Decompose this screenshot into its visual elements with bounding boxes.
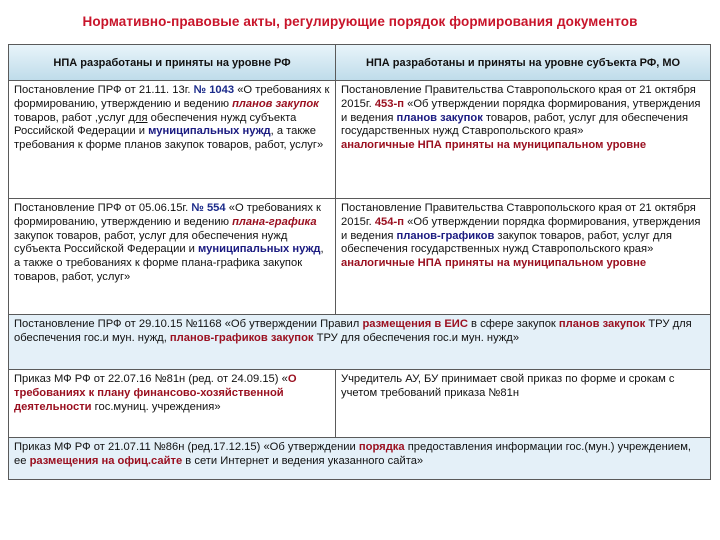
text: обеспечения нужд субъекта Российской Федерации и xyxy=(14,111,297,138)
municipal-note: аналогичные НПА приняты на муниципальном уровне xyxy=(341,139,647,152)
text: Приказ МФ РФ от 21.07.11 №86н (ред.17.12.15) «Об утверждении xyxy=(14,441,359,453)
text: ТРУ для обеспечения гос.и мун. нужд, xyxy=(14,318,692,344)
text: в сфере закупок xyxy=(467,318,559,330)
text: товаров, работ, услуг для обеспечения государственных нужд Ставропольского края» xyxy=(341,111,689,138)
text: Постановление ПРФ от 29.10.15 №1168 «Об утверждении Правил xyxy=(14,318,363,330)
act-number: 454-п xyxy=(374,215,404,228)
text: «Об утверждении порядка формирования, утверждения и ведения xyxy=(341,215,701,242)
row3-eis-act xyxy=(9,315,710,369)
emphasis: планов закупок xyxy=(396,111,483,124)
act-number: 453-п xyxy=(374,97,404,110)
table-header xyxy=(9,45,710,81)
emphasis: размещения на офиц.сайте xyxy=(29,454,183,467)
row1-federal-act xyxy=(9,81,336,198)
text: закупок товаров, работ, услуг для обеспечения нужд субъекта Российской Федерации и xyxy=(14,229,288,256)
legal-acts-table xyxy=(8,44,711,480)
emphasis: О требованиях к плану финансово-хозяйственной деятельности xyxy=(14,373,297,413)
text: Постановление ПРФ от 21.11. 13г. xyxy=(14,84,194,96)
header-regional: НПА разработаны и приняты на уровне субъекта РФ, МО xyxy=(336,45,710,80)
text: Учредитель АУ, БУ принимает свой приказ по форме и срокам с учетом требований приказа №81н xyxy=(341,373,675,399)
table-row xyxy=(9,81,710,199)
text: , а также требования к форме планов закупок товаров, работ, услуг» xyxy=(14,125,324,152)
act-number: № 554 xyxy=(191,202,226,214)
table-row xyxy=(9,370,710,438)
emphasis: планов закупок xyxy=(232,97,319,110)
emphasis: планов-графиков xyxy=(396,229,495,242)
text: в сети Интернет и ведения указанного сайта» xyxy=(182,454,424,467)
municipal-note: аналогичные НПА приняты на муниципальном уровне xyxy=(341,257,647,270)
text: «О требованиях к формированию, утверждению и ведению xyxy=(14,202,321,228)
row4-federal-act xyxy=(9,370,336,437)
page-title: Нормативно-правовые акты, регулирующие порядок формирования документов xyxy=(82,14,638,29)
text: Постановление Правительства Ставропольского края от 21 октября 2015г. xyxy=(341,202,696,228)
emphasis: плана-графика xyxy=(232,215,317,228)
text: , а также о требованиях к форме плана-графика закупок товаров, работ, услуг» xyxy=(14,243,324,283)
row2-federal-act xyxy=(9,199,336,314)
emphasis: муниципальных нужд xyxy=(148,125,271,138)
text: для xyxy=(128,111,148,124)
emphasis: размещения в ЕИС xyxy=(362,318,468,330)
emphasis: планов-графиков закупок xyxy=(169,331,314,344)
emphasis: муниципальных нужд xyxy=(198,243,321,256)
text: предоставления информации гос.(мун.) учреждением, ее xyxy=(14,441,692,467)
row5-website-act xyxy=(9,438,710,479)
act-number: № 1043 xyxy=(193,84,235,96)
emphasis: порядка xyxy=(358,441,405,453)
row1-regional-act xyxy=(336,81,710,198)
header-federal: НПА разработаны и приняты на уровне РФ xyxy=(9,45,336,80)
table-row xyxy=(9,438,710,479)
emphasis: планов закупок xyxy=(558,318,646,330)
row4-founder-order xyxy=(336,370,710,437)
text: «О требованиях к формированию, утверждению и ведению xyxy=(14,84,330,110)
text: «Об утверждении порядка формирования, утверждения и ведения xyxy=(341,97,701,124)
text: Постановление Правительства Ставропольского края от 21 октября 2015г. xyxy=(341,84,696,110)
table-row xyxy=(9,315,710,370)
text: ТРУ для обеспечения гос.и мун. нужд» xyxy=(313,331,520,344)
text: закупок товаров, работ, услуг для обеспечения государственных нужд Ставропольского края» xyxy=(341,229,672,256)
text: гос.муниц. учреждения» xyxy=(91,400,221,413)
text: товаров, работ ,услуг xyxy=(14,111,129,124)
table-row xyxy=(9,199,710,315)
row2-regional-act xyxy=(336,199,710,314)
text: Постановление ПРФ от 05.06.15г. xyxy=(14,202,192,214)
text: Приказ МФ РФ от 22.07.16 №81н (ред. от 24.09.15) « xyxy=(14,373,288,385)
